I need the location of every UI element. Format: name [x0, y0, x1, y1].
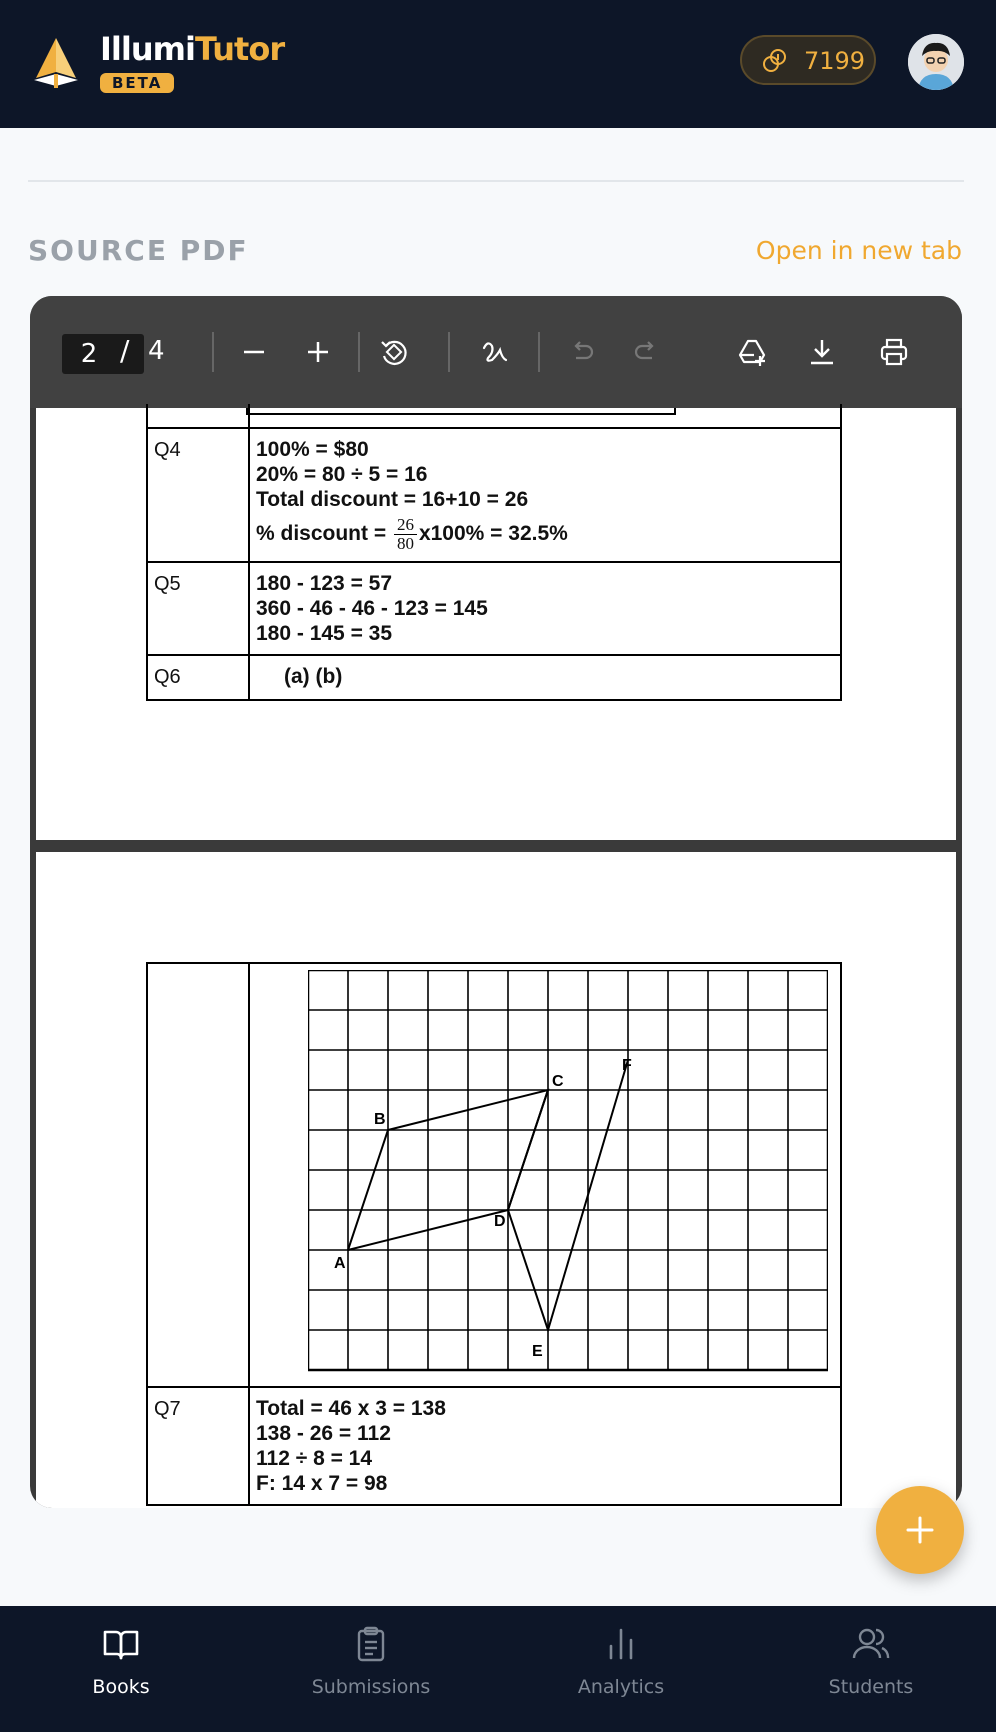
- beta-badge: BETA: [100, 73, 174, 93]
- answer-line: 180 - 123 = 57: [256, 572, 393, 595]
- brand-name-part1: Illumi: [100, 30, 195, 68]
- discount-suffix: x100% = 32.5%: [418, 522, 568, 546]
- toolbar-divider: [212, 332, 214, 372]
- answer-line: F: 14 x 7 = 98: [256, 1472, 388, 1495]
- print-button[interactable]: [872, 330, 916, 374]
- answer-line: Total = 46 x 3 = 138: [256, 1397, 446, 1420]
- discount-prefix: % discount =: [256, 522, 392, 546]
- undo-icon: [566, 336, 598, 368]
- clipboard-icon: [351, 1624, 391, 1664]
- coins-button[interactable]: [740, 35, 876, 85]
- answer-line: [256, 516, 834, 553]
- open-in-new-tab-link[interactable]: Open in new tab: [755, 236, 962, 265]
- download-button[interactable]: [800, 330, 844, 374]
- toolbar-divider: [358, 332, 360, 372]
- nav-item-submissions[interactable]: [271, 1624, 471, 1698]
- nav-item-analytics[interactable]: [521, 1624, 721, 1698]
- logo-icon[interactable]: [30, 36, 82, 92]
- zoom-in-icon: [302, 336, 334, 368]
- geometry-grid-diagram: [308, 970, 828, 1380]
- add-button[interactable]: [876, 1486, 964, 1574]
- answer-line: 112 ÷ 8 = 14: [256, 1447, 373, 1470]
- pdf-page: [36, 852, 956, 1508]
- answer-line: 20% = 80 ÷ 5 = 16: [256, 463, 428, 486]
- page-number-input[interactable]: [62, 334, 144, 374]
- answer-line: 138 - 26 = 112: [256, 1422, 391, 1445]
- redo-icon: [630, 336, 662, 368]
- answer-line: 100% = $80: [256, 438, 369, 461]
- rotate-icon: [378, 336, 410, 368]
- answer-table: [146, 962, 842, 1506]
- draw-icon: [478, 336, 510, 368]
- zoom-out-button[interactable]: [232, 330, 276, 374]
- zoom-out-icon: [238, 336, 270, 368]
- avatar-image: [908, 34, 964, 90]
- toolbar-divider: [448, 332, 450, 372]
- answer-line: (a) (b): [284, 665, 343, 688]
- table-row: [147, 963, 841, 1387]
- table-row: [147, 428, 841, 562]
- fraction-denominator: 80: [396, 534, 414, 553]
- users-icon: [851, 1624, 891, 1664]
- pdf-page: [36, 408, 956, 840]
- answer-line: 180 - 145 = 35: [256, 622, 393, 645]
- rotate-button[interactable]: [372, 330, 416, 374]
- undo-button[interactable]: [560, 330, 604, 374]
- top-bar: [0, 0, 996, 128]
- avatar[interactable]: [908, 34, 964, 90]
- drive-add-icon: [736, 336, 768, 368]
- pdf-viewer: [30, 296, 962, 1508]
- nav-label: Analytics: [577, 1676, 665, 1698]
- table-row: [147, 562, 841, 655]
- current-page: 2: [80, 339, 98, 369]
- redo-button[interactable]: [624, 330, 668, 374]
- nav-item-books[interactable]: [21, 1624, 221, 1698]
- answer-line: Total discount = 16+10 = 26: [256, 488, 529, 511]
- point-label: C: [552, 1073, 564, 1090]
- book-icon: [101, 1624, 141, 1664]
- nav-label: Students: [828, 1676, 914, 1698]
- coins-icon: [762, 48, 788, 74]
- nav-label: Submissions: [311, 1676, 431, 1698]
- section-title: SOURCE PDF: [28, 234, 249, 267]
- nav-label: Books: [92, 1676, 150, 1698]
- point-label: E: [532, 1343, 543, 1360]
- download-icon: [806, 336, 838, 368]
- point-label: D: [494, 1213, 506, 1230]
- answer-cell: [249, 1387, 841, 1505]
- answer-line: 360 - 46 - 46 - 123 = 145: [256, 597, 488, 620]
- point-label: A: [334, 1255, 346, 1272]
- coin-balance: 7199: [804, 47, 866, 75]
- bottom-nav: [0, 1606, 996, 1732]
- plus-icon: [904, 1514, 936, 1546]
- fraction-numerator: 26: [394, 516, 417, 535]
- answer-table: [146, 404, 842, 701]
- zoom-in-button[interactable]: [296, 330, 340, 374]
- bar-chart-icon: [601, 1624, 641, 1664]
- point-label: B: [374, 1111, 386, 1128]
- nav-item-students[interactable]: [771, 1624, 971, 1698]
- page-separator: /: [120, 334, 130, 367]
- question-label: [147, 963, 249, 1387]
- question-label: Q6: [147, 655, 249, 700]
- fraction: [394, 516, 417, 553]
- question-label: Q5: [147, 562, 249, 655]
- table-row: [147, 655, 841, 700]
- pdf-toolbar: [30, 296, 962, 408]
- divider: [28, 180, 964, 182]
- brand-name-part2: Tutor: [194, 30, 285, 68]
- draw-button[interactable]: [472, 330, 516, 374]
- save-to-drive-button[interactable]: [730, 330, 774, 374]
- app-brand[interactable]: [100, 30, 284, 68]
- toolbar-divider: [538, 332, 540, 372]
- total-pages: 4: [148, 336, 165, 366]
- answer-cell: [249, 428, 841, 562]
- print-icon: [878, 336, 910, 368]
- answer-cell: [249, 655, 841, 700]
- table-row: [147, 1387, 841, 1505]
- diagram-cell: [249, 963, 841, 1387]
- question-label: Q7: [147, 1387, 249, 1505]
- question-label: Q4: [147, 428, 249, 562]
- point-label: F: [622, 1057, 632, 1074]
- answer-cell: [249, 562, 841, 655]
